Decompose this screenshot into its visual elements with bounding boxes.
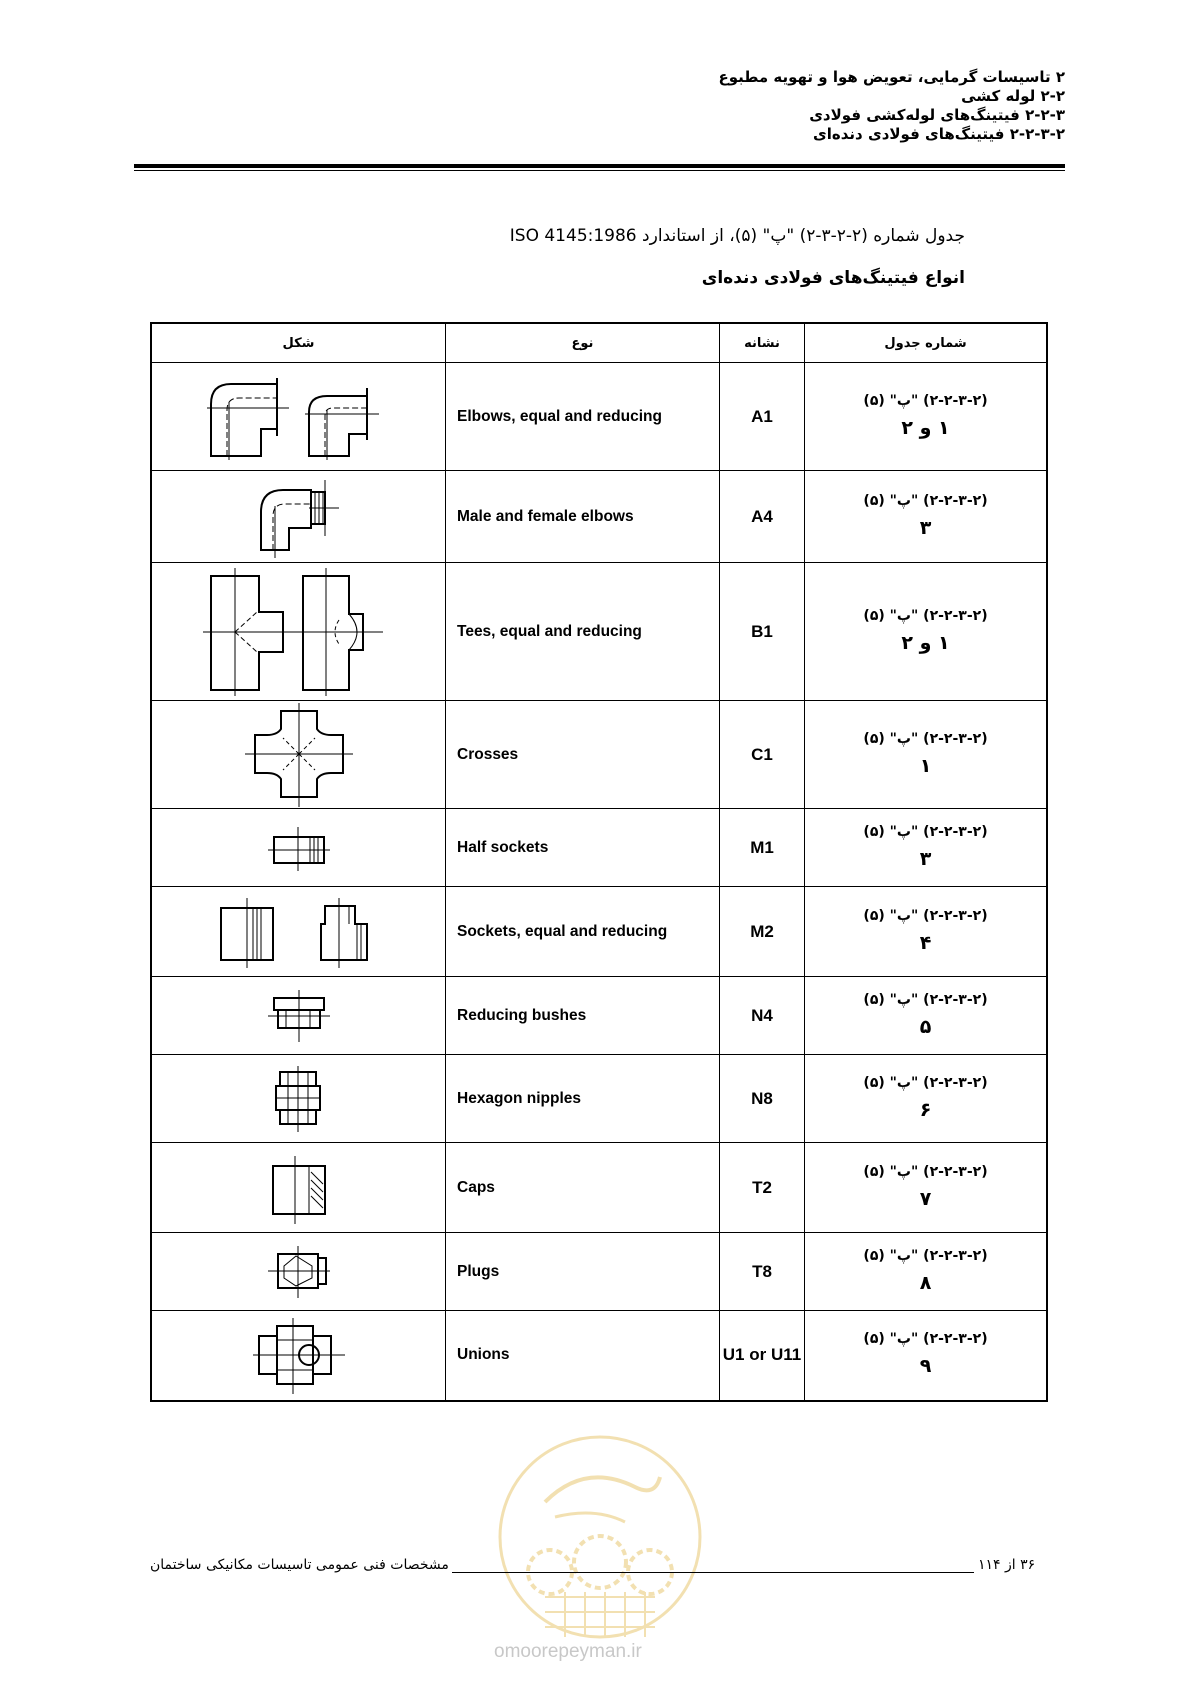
row-type: Crosses xyxy=(446,701,720,809)
row-type: Reducing bushes xyxy=(446,977,720,1055)
hexagon-nipple-icon xyxy=(151,1055,446,1143)
row-code: M2 xyxy=(720,887,805,977)
row-type: Half sockets xyxy=(446,809,720,887)
header-line-3: ۲-۲-۳ فیتینگ‌های لوله‌کشی فولادی xyxy=(809,106,1065,124)
ref-number: ۷ xyxy=(919,1187,932,1210)
row-code: N8 xyxy=(720,1055,805,1143)
row-code: T8 xyxy=(720,1233,805,1311)
row-code: N4 xyxy=(720,977,805,1055)
ref-prefix: (۲-۲-۳-۲) "پ" (۵) xyxy=(863,1163,988,1180)
row-ref xyxy=(805,471,1048,563)
row-ref xyxy=(805,701,1048,809)
fittings-table xyxy=(150,322,1048,1402)
ref-number: ۵ xyxy=(919,1015,932,1038)
row-ref xyxy=(805,887,1048,977)
ref-number: ۳ xyxy=(919,516,932,539)
ref-number: ۳ xyxy=(919,847,932,870)
header-line-4: ۲-۲-۳-۲ فیتینگ‌های فولادی دنده‌ای xyxy=(812,125,1065,143)
reducing-bush-icon xyxy=(151,977,446,1055)
header-ref: شماره جدول xyxy=(805,323,1048,363)
table-row xyxy=(151,1233,1047,1311)
header-rule-thin xyxy=(134,170,1065,171)
header-code: نشانه xyxy=(720,323,805,363)
ref-number: ۱ و ۲ xyxy=(901,416,950,439)
cap-icon xyxy=(151,1143,446,1233)
row-code: U1 or U11 xyxy=(720,1311,805,1401)
tee-icon xyxy=(151,563,446,701)
half-socket-icon xyxy=(151,809,446,887)
ref-prefix: (۲-۲-۳-۲) "پ" (۵) xyxy=(863,991,988,1008)
ref-number: ۱ و ۲ xyxy=(901,631,950,654)
ref-prefix: (۲-۲-۳-۲) "پ" (۵) xyxy=(863,1074,988,1091)
table-title: انواع فیتینگ‌های فولادی دنده‌ای xyxy=(701,268,965,288)
ref-number: ۴ xyxy=(919,931,932,954)
page-number: ۳۶ از ۱۱۴ xyxy=(978,1557,1036,1573)
row-code: C1 xyxy=(720,701,805,809)
ref-prefix: (۲-۲-۳-۲) "پ" (۵) xyxy=(863,492,988,509)
row-type: Plugs xyxy=(446,1233,720,1311)
row-ref xyxy=(805,1143,1048,1233)
header-shape: شکل xyxy=(151,323,446,363)
row-code: A4 xyxy=(720,471,805,563)
ref-number: ۸ xyxy=(919,1271,932,1294)
table-row xyxy=(151,809,1047,887)
table-row xyxy=(151,701,1047,809)
row-type: Tees, equal and reducing xyxy=(446,563,720,701)
footer-rule xyxy=(452,1572,974,1573)
plug-icon xyxy=(151,1233,446,1311)
row-type: Elbows, equal and reducing xyxy=(446,363,720,471)
row-type: Male and female elbows xyxy=(446,471,720,563)
row-ref xyxy=(805,563,1048,701)
ref-number: ۶ xyxy=(919,1098,932,1121)
row-code: B1 xyxy=(720,563,805,701)
header-line-1: ۲ تاسیسات گرمایی، تعویض هوا و تهویه مطبوع xyxy=(718,68,1065,86)
table-row xyxy=(151,1055,1047,1143)
elbow-icon xyxy=(151,363,446,471)
male-female-elbow-icon xyxy=(151,471,446,563)
footer-title: مشخصات فنی عمومی تاسیسات مکانیکی ساختمان xyxy=(150,1557,449,1573)
ref-prefix: (۲-۲-۳-۲) "پ" (۵) xyxy=(863,730,988,747)
table-row xyxy=(151,1143,1047,1233)
row-ref xyxy=(805,809,1048,887)
table-row xyxy=(151,1311,1047,1401)
table-header-row xyxy=(151,323,1047,363)
ref-number: ۹ xyxy=(919,1355,932,1378)
row-ref xyxy=(805,1311,1048,1401)
header-type: نوع xyxy=(446,323,720,363)
table-row xyxy=(151,471,1047,563)
table-row xyxy=(151,563,1047,701)
socket-icon xyxy=(151,887,446,977)
watermark-logo xyxy=(485,1432,715,1646)
row-ref xyxy=(805,1055,1048,1143)
ref-prefix: (۲-۲-۳-۲) "پ" (۵) xyxy=(863,1331,988,1348)
ref-number: ۱ xyxy=(919,754,932,777)
watermark-url: omoorepeyman.ir xyxy=(494,1641,642,1662)
row-code: T2 xyxy=(720,1143,805,1233)
ref-prefix: (۲-۲-۳-۲) "پ" (۵) xyxy=(863,607,988,624)
union-icon xyxy=(151,1311,446,1401)
row-type: Sockets, equal and reducing xyxy=(446,887,720,977)
row-ref xyxy=(805,977,1048,1055)
header-line-2: ۲-۲ لوله کشی xyxy=(961,87,1065,105)
row-type: Caps xyxy=(446,1143,720,1233)
row-code: A1 xyxy=(720,363,805,471)
header-rule-thick xyxy=(134,164,1065,168)
row-type: Unions xyxy=(446,1311,720,1401)
ref-prefix: (۲-۲-۳-۲) "پ" (۵) xyxy=(863,392,988,409)
ref-prefix: (۲-۲-۳-۲) "پ" (۵) xyxy=(863,907,988,924)
row-ref xyxy=(805,363,1048,471)
ref-prefix: (۲-۲-۳-۲) "پ" (۵) xyxy=(863,823,988,840)
cross-icon xyxy=(151,701,446,809)
table-caption: جدول شماره (۲-۲-۳-۲) "پ" (۵)، از استاندارد ISO 4145:1986 xyxy=(509,226,965,246)
document-header xyxy=(105,68,1065,144)
row-type: Hexagon nipples xyxy=(446,1055,720,1143)
row-code: M1 xyxy=(720,809,805,887)
table-row xyxy=(151,363,1047,471)
ref-prefix: (۲-۲-۳-۲) "پ" (۵) xyxy=(863,1247,988,1264)
table-row xyxy=(151,977,1047,1055)
table-row xyxy=(151,887,1047,977)
row-ref xyxy=(805,1233,1048,1311)
